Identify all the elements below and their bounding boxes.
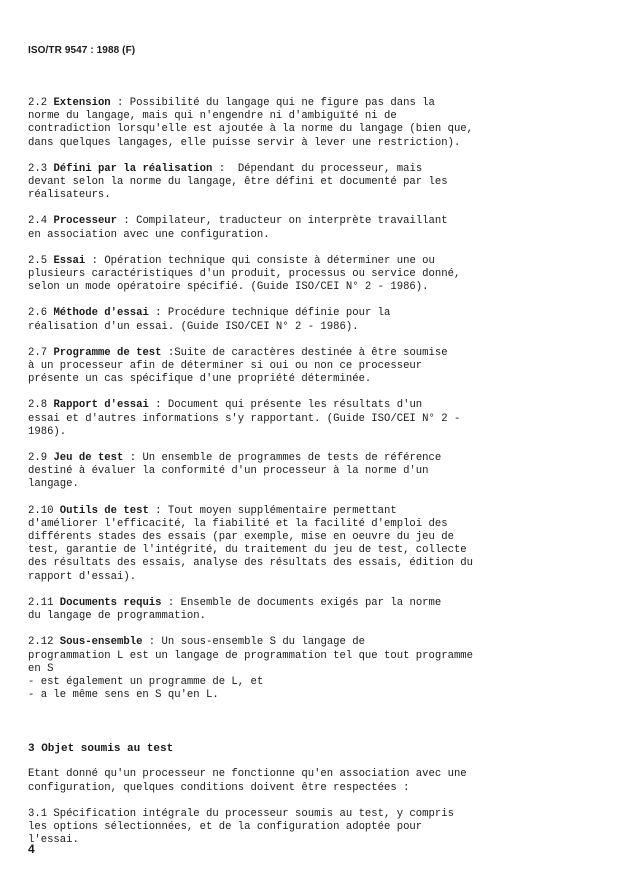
definition-2-2 <box>28 97 600 150</box>
entry-number: 2.10 <box>28 504 54 517</box>
entry-term: Essai <box>53 254 86 267</box>
entry-separator: : <box>85 254 105 267</box>
entry-number: 2.11 <box>28 596 54 609</box>
entry-term: Extension <box>53 97 111 109</box>
entry-separator: : <box>123 452 143 465</box>
definition-2-6 <box>28 307 600 333</box>
definition-2-3 <box>28 163 600 203</box>
entry-separator: : <box>117 215 137 228</box>
definition-2-7 <box>28 347 600 387</box>
entry-number: 2.12 <box>28 636 54 649</box>
definition-2-5 <box>28 255 600 295</box>
entry-number: 2.4 <box>28 215 48 228</box>
entry-term: Programme de test <box>53 346 162 359</box>
entry-separator: : <box>148 399 168 412</box>
entry-text: Compilateur, traducteur on interprète travaillant en association avec une configuration. <box>28 215 448 241</box>
entry-number: 2.7 <box>28 346 48 359</box>
entry-term: Processeur <box>53 215 118 228</box>
entry-separator: : <box>161 596 181 609</box>
entry-number: 2.9 <box>28 452 48 465</box>
entry-term: Outils de test <box>59 504 149 517</box>
definition-2-4 <box>28 215 600 241</box>
page-number: 4 <box>28 842 35 856</box>
page-content <box>28 97 600 847</box>
entry-term: Sous-ensemble <box>59 636 143 649</box>
section-3-intro: Etant donné qu'un processeur ne fonctionne qu'en association avec une configuration, quelques conditions doivent être respectées : <box>28 768 467 794</box>
entry-term: Documents requis <box>59 596 162 609</box>
definition-2-9 <box>28 452 600 492</box>
entry-separator: : <box>148 307 168 320</box>
document-header: ISO/TR 9547 : 1988 (F) <box>28 45 136 56</box>
entry-number: 2.6 <box>28 307 48 320</box>
section-3-1: 3.1 Spécification intégrale du processeur soumis au test, y compris les options sélectionnées, et de la configuration adoptée pour l'essai. <box>28 807 454 847</box>
entry-separator: : <box>161 346 175 359</box>
entry-number: 2.2 <box>28 97 48 109</box>
entry-text: Tout moyen supplémentaire permettant d'améliorer l'efficacité, la fiabilité et la facilité d'emploi des différents stades des essais (par exemple, mise en oeuvre du jeu de test, garantie de l'intégrité, du traitement du jeu de test, collecte des résultats des essais, analyse des résultats des essais, édition du rapport d'essai). <box>28 504 474 583</box>
entry-term: Défini par la réalisation <box>53 162 213 175</box>
entry-text: Un sous-ensemble S du langage de programmation L est un langage de programmation tel que tout programme en S - est également un programme de L, et - a le même sens en S qu'en L. <box>28 636 474 702</box>
entry-separator: : <box>148 504 168 517</box>
entry-term: Méthode d'essai <box>53 307 149 320</box>
entry-text: Un ensemble de programmes de tests de référence destiné à évaluer la conformité d'un processeur à la norme d'un langage. <box>28 452 442 491</box>
definition-2-8 <box>28 399 600 439</box>
entry-text: Document qui présente les résultats d'un essai et d'autres informations s'y rapportant. (Guide ISO/CEI N° 2 - 1986). <box>28 399 461 438</box>
entry-number: 2.8 <box>28 399 48 412</box>
entry-separator: : <box>212 162 238 175</box>
entry-text: Ensemble de documents exigés par la norme du langage de programmation. <box>28 596 442 623</box>
definition-2-10 <box>28 505 600 584</box>
definition-2-12 <box>28 636 600 702</box>
entry-text: Opération technique qui consiste à déterminer une ou plusieurs caractéristiques d'un produit, processus ou service donné, selon un mode opératoire spécifié. (Guide ISO/CEI N° 2 - 1986). <box>28 254 461 294</box>
section-3-title: 3 Objet soumis au test <box>28 743 174 756</box>
entry-term: Rapport d'essai <box>53 399 149 412</box>
entry-separator: : <box>142 636 162 649</box>
entry-separator: : <box>110 97 130 109</box>
entry-text: Suite de caractères destinée à être soumise à un processeur afin de déterminer si oui ou non ce processeur présente un cas spécifique d'une propriété déterminée. <box>28 346 448 386</box>
entry-number: 2.3 <box>28 162 48 175</box>
entry-number: 2.5 <box>28 254 48 267</box>
definition-2-11 <box>28 597 600 623</box>
entry-term: Jeu de test <box>53 452 124 465</box>
entry-text: Dépendant du processeur, mais devant selon la norme du langage, être défini et documenté par les réalisateurs. <box>28 162 448 202</box>
entry-text: Procédure technique définie pour la réalisation d'un essai. (Guide ISO/CEI N° 2 - 1986). <box>28 307 391 333</box>
entry-text: Possibilité du langage qui ne figure pas dans la norme du langage, mais qui n'engendre ni d'ambiguïté ni de contradiction lorsqu'elle est ajoutée à la norme du langage (bien que, dans quelques langages, elle puisse servir à lever une restriction). <box>28 97 474 149</box>
